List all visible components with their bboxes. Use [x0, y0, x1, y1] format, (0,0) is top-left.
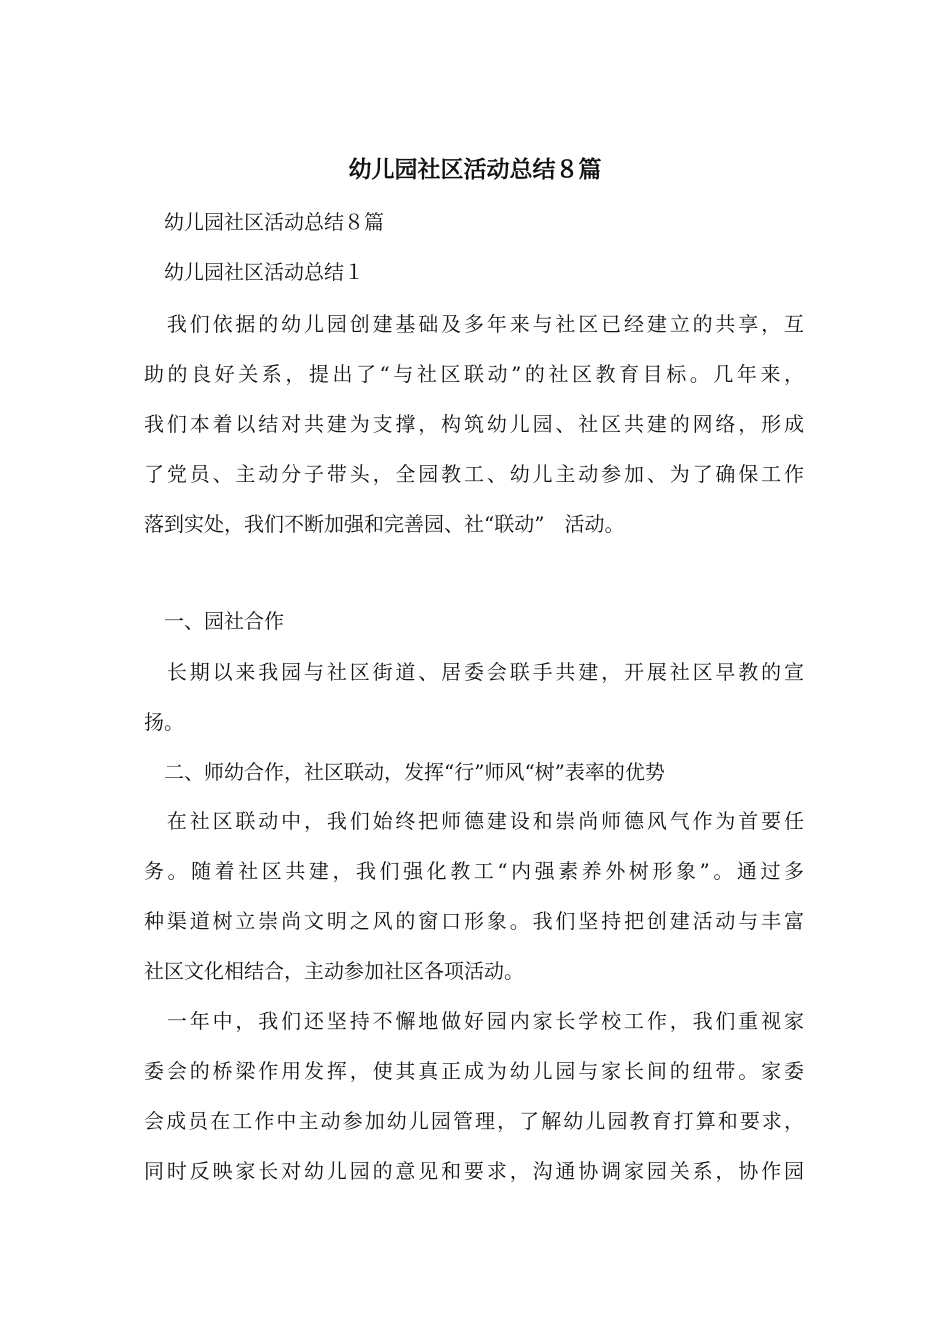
paragraph-line: 社区文化相结合，主动参加社区各项活动。	[144, 959, 524, 983]
paragraph-line: 扬。	[144, 710, 184, 734]
subtitle-line: 幼儿园社区活动总结８篇	[144, 210, 384, 234]
paragraph-line: 务。随着社区共建，我们强化教工“内强素养外树形象”。通过多	[144, 859, 804, 883]
paragraph-line: 在社区联动中，我们始终把师德建设和崇尚师德风气作为首要任	[144, 809, 804, 833]
section-heading: 二、师幼合作，社区联动，发挥“行”师风“树”表率的优势	[144, 760, 665, 784]
paragraph-line: 长期以来我园与社区街道、居委会联手共建，开展社区早教的宣	[144, 660, 804, 684]
paragraph-line: 种渠道树立崇尚文明之风的窗口形象。我们坚持把创建活动与丰富	[144, 909, 804, 933]
paragraph-line: 落到实处，我们不断加强和完善园、社“联动” 活动。	[144, 512, 625, 536]
document-title: 幼儿园社区活动总结８篇	[348, 157, 602, 183]
paragraph-line: 我们依据的幼儿园创建基础及多年来与社区已经建立的共享，互	[144, 312, 804, 336]
section-heading: 一、园社合作	[144, 609, 284, 633]
paragraph-line: 同时反映家长对幼儿园的意见和要求，沟通协调家园关系，协作园	[144, 1159, 804, 1183]
paragraph-line: 会成员在工作中主动参加幼儿园管理，了解幼儿园教育打算和要求，	[144, 1109, 804, 1133]
paragraph-line: 委会的桥梁作用发挥，使其真正成为幼儿园与家长间的纽带。家委	[144, 1059, 804, 1083]
paragraph-line: 一年中，我们还坚持不懈地做好园内家长学校工作，我们重视家	[144, 1009, 804, 1033]
section-heading-1: 幼儿园社区活动总结１	[144, 260, 364, 284]
paragraph-line: 我们本着以结对共建为支撑，构筑幼儿园、社区共建的网络，形成	[144, 412, 804, 436]
paragraph-line: 助的良好关系，提出了“与社区联动”的社区教育目标。几年来，	[144, 362, 804, 386]
paragraph-line: 了党员、主动分子带头，全园教工、幼儿主动参加、为了确保工作	[144, 462, 804, 486]
